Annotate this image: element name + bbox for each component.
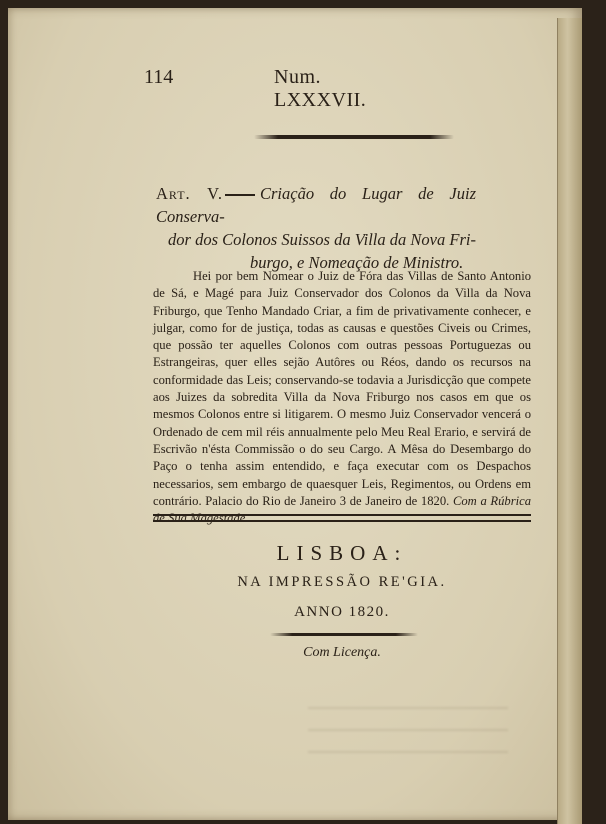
book-page bbox=[8, 8, 582, 820]
imprint-press: NA IMPRESSÃO RE'GIA. bbox=[237, 574, 447, 590]
page-header bbox=[144, 66, 404, 111]
article-label: Art. V. bbox=[156, 184, 223, 203]
article-title-line-2: dor dos Colonos Suissos da Villa da Nova Fri- bbox=[168, 230, 476, 249]
imprint-city: LISBOA: bbox=[276, 541, 408, 565]
article-title bbox=[156, 182, 476, 274]
imprint-license: Com Licença. bbox=[303, 645, 381, 660]
decree-body bbox=[153, 268, 531, 527]
ornamental-rule-bottom bbox=[270, 633, 418, 636]
article-dash bbox=[225, 194, 255, 196]
ornamental-rule-top bbox=[254, 135, 454, 139]
page-edge bbox=[557, 18, 582, 824]
decree-text: Hei por bem Nomear o Juiz de Fóra das Villas de Santo Antonio de Sá, e Magé para Juiz Conservador dos Colonos da Villa da Nova Friburgo, que Tenho Mandado Criar, a fim de privativamente conhecer, e julgar, como for de justiça, todas as causas e questões Civeis ou Crimes, que possão ter aquelles Colonos com outras pessoas Portuguezas ou Estrangeiras, quer elles sejão Autôres ou Réos, dando os recursos na conformidade das Leis; conservando-se todavia a Jurisdicção que compete aos Juizes da sobredita Villa da Nova Friburgo nos casos em que os mesmos Colonos entre si litigarem. O mesmo Juiz Conservador vencerá o Ordenado de cem mil réis annualmente pelo Meu Real Erario, e servirá de Escrivão n'ésta Commissão o do seu Cargo. A Mêsa do Desembargo do Paço o tenha assim entendido, e faça executar com os Despachos necessarios, sem embargo de quaesquer Leis, Regimentos, ou Ordens em contrário. Palacio do Rio de Janeiro 3 de Janeiro de 1820. bbox=[153, 269, 531, 508]
decree-signature: Com a Rúbrica de Sua Magestade. bbox=[153, 493, 531, 526]
page-number: 114 bbox=[144, 66, 174, 88]
imprint-year: ANNO 1820. bbox=[294, 604, 390, 620]
article-title-text-1: Criação do Lugar de Juiz Conserva- bbox=[156, 184, 476, 226]
show-through-bleed bbox=[308, 698, 508, 768]
running-head: Num. LXXXVII. bbox=[274, 66, 367, 111]
article-title-line-3: burgo, e Nomeação de Ministro. bbox=[250, 253, 464, 272]
article-title-line-1 bbox=[156, 182, 476, 228]
double-rule-divider bbox=[153, 514, 531, 522]
